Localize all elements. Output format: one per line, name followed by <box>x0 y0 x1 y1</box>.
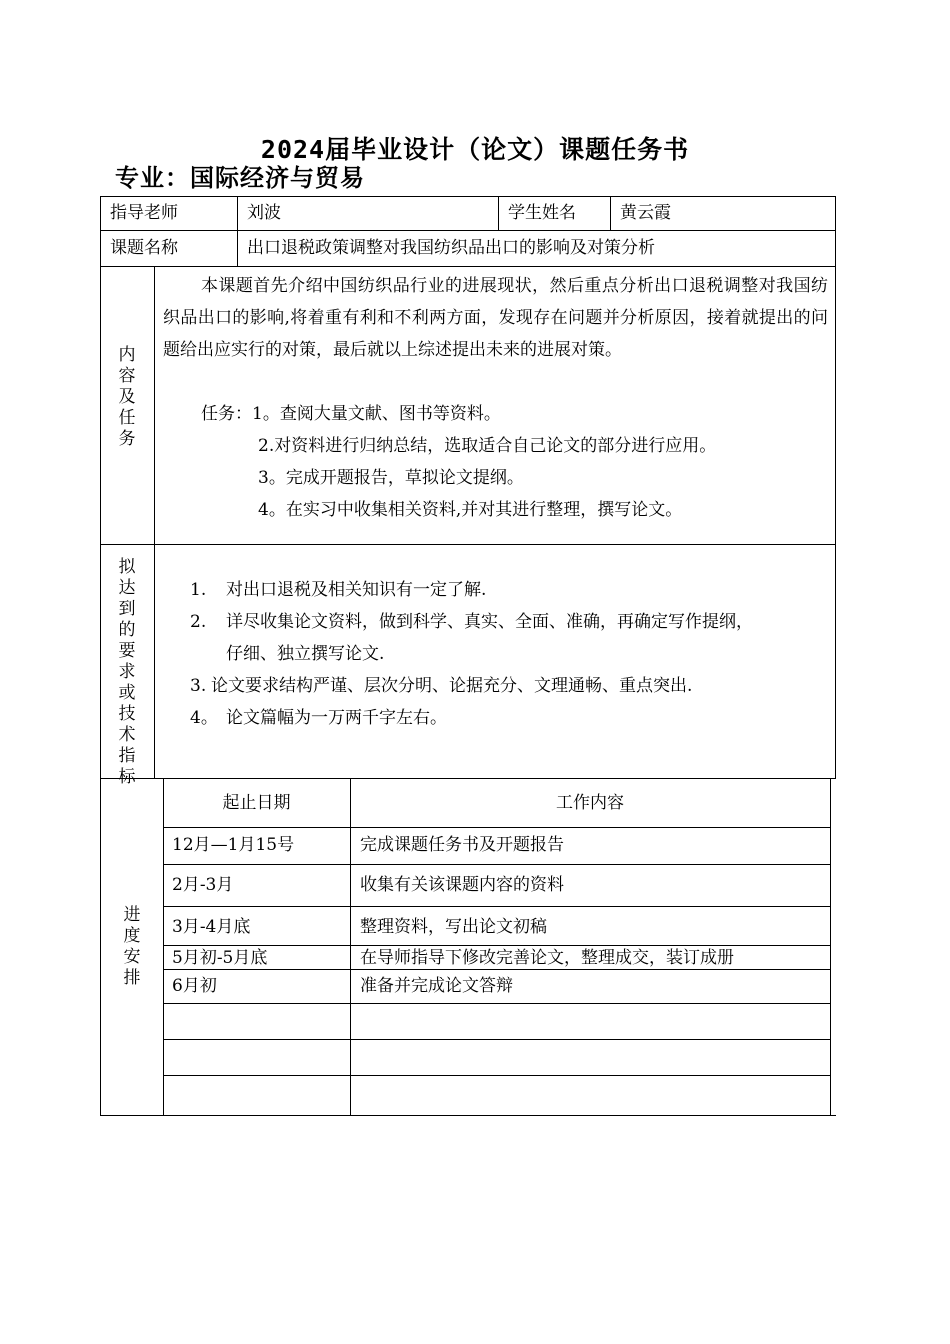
schedule-work: 准备并完成论文答辩 <box>360 976 513 996</box>
requirement-item: 对出口退税及相关知识有一定了解. <box>226 580 487 600</box>
schedule-work: 整理资料，写出论文初稿 <box>360 917 547 937</box>
column-header-work: 工作内容 <box>556 793 624 813</box>
requirement-number: 2. <box>190 612 207 632</box>
requirement-item: 详尽收集论文资料，做到科学、真实、全面、准确，再确定写作提纲， <box>226 612 753 632</box>
schedule-work: 完成课题任务书及开题报告 <box>360 835 564 855</box>
major-label: 专业：国际经济与贸易 <box>115 164 365 192</box>
requirements-section-label: 拟达到的要求或技术指标 <box>118 557 136 787</box>
requirement-number: 3. <box>190 676 207 696</box>
requirement-number: 4。 <box>190 708 218 728</box>
task-item: 2.对资料进行归纳总结，选取适合自己论文的部分进行应用。 <box>258 436 717 456</box>
requirement-item: 论文篇幅为一万两千字左右。 <box>226 708 447 728</box>
task-item: 任务：1。查阅大量文献、图书等资料。 <box>201 404 501 424</box>
task-item: 4。在实习中收集相关资料,并对其进行整理，撰写论文。 <box>258 500 683 520</box>
topic-label: 课题名称 <box>110 238 178 258</box>
requirement-number: 1. <box>190 580 207 600</box>
content-section-label: 内容及任务 <box>118 345 136 449</box>
student-label: 学生姓名 <box>508 203 576 223</box>
advisor-label: 指导老师 <box>110 203 178 223</box>
column-header-date: 起止日期 <box>222 793 291 813</box>
advisor-value: 刘波 <box>247 203 281 223</box>
schedule-date: 3月-4月底 <box>172 917 251 937</box>
schedule-date: 6月初 <box>172 976 217 996</box>
document-title: 2024届毕业设计（论文）课题任务书 <box>260 135 690 164</box>
schedule-date: 12月—1月15号 <box>172 835 295 855</box>
schedule-work: 在导师指导下修改完善论文，整理成交，装订成册 <box>360 948 734 968</box>
content-intro: 本课题首先介绍中国纺织品行业的进展现状，然后重点分析出口退税调整对我国纺织品出口的影响,将着重有利和不利两方面，发现存在问题并分析原因，接着就提出的问题给出应实行的对策，最后就以上综述提出未来的进展对策。 <box>163 276 828 360</box>
schedule-date: 5月初-5月底 <box>172 948 268 968</box>
topic-value: 出口退税政策调整对我国纺织品出口的影响及对策分析 <box>247 238 655 258</box>
schedule-section-label: 进度安排 <box>123 905 141 988</box>
schedule-work: 收集有关该课题内容的资料 <box>360 875 564 895</box>
student-value: 黄云霞 <box>620 203 671 223</box>
task-item: 3。完成开题报告，草拟论文提纲。 <box>258 468 524 488</box>
schedule-date: 2月-3月 <box>172 875 234 895</box>
requirement-item: 论文要求结构严谨、层次分明、论据充分、文理通畅、重点突出. <box>211 676 693 696</box>
requirement-item-continued: 仔细、独立撰写论文. <box>226 644 385 664</box>
